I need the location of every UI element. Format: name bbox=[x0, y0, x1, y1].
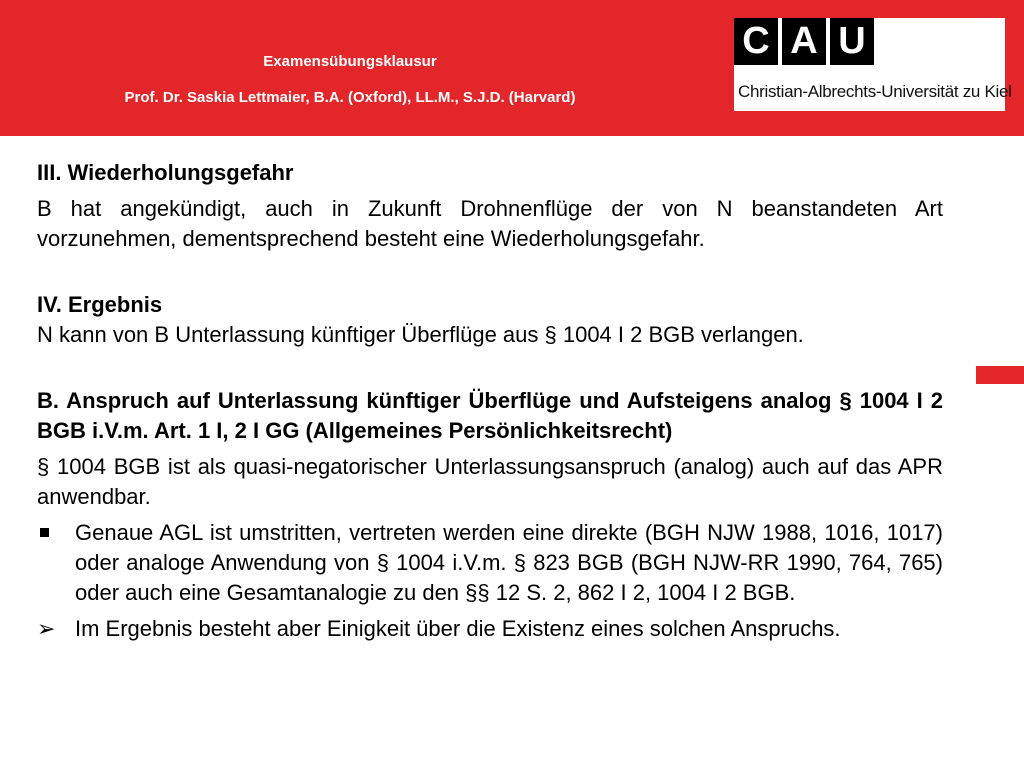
section-text-b: § 1004 BGB ist als quasi-negatorischer Unterlassungsanspruch (analog) auch auf das APR anwendbar. bbox=[37, 454, 943, 509]
section-heading-iii: III. Wiederholungsgefahr bbox=[37, 160, 294, 185]
university-logo bbox=[734, 18, 1012, 111]
logo-letter-u: U bbox=[830, 18, 874, 65]
logo-letter-a: A bbox=[782, 18, 826, 65]
bullet-text: Genaue AGL ist umstritten, vertreten werden eine direkte (BGH NJW 1988, 1016, 1017) oder analoge Anwendung von § 1004 i.V.m. § 823 BGB (BGH NJW-RR 1990, 764, 765) oder auch eine Gesamtanalogie zu den §§ 12 S. 2, 862 I 2, 1004 I 2 BGB. bbox=[75, 520, 943, 605]
slide-content bbox=[37, 158, 943, 644]
university-name: Christian-Albrechts-Universität zu Kiel bbox=[738, 82, 1012, 101]
section-heading-b: B. Anspruch auf Unterlassung künftiger Überflüge und Aufsteigens analog § 1004 I 2 BGB i.V.m. Art. 1 I, 2 I GG (Allgemeines Persönlichkeitsrecht) bbox=[37, 388, 943, 443]
bullet-text: Im Ergebnis besteht aber Einigkeit über die Existenz eines solchen Anspruchs. bbox=[75, 616, 841, 641]
header-bar bbox=[0, 0, 1024, 136]
lecturer-name: Prof. Dr. Saskia Lettmaier, B.A. (Oxford), LL.M., S.J.D. (Harvard) bbox=[124, 89, 576, 106]
list-item bbox=[37, 518, 943, 608]
logo-letter-c: C bbox=[734, 18, 778, 65]
section-text-iv: N kann von B Unterlassung künftiger Überflüge aus § 1004 I 2 BGB verlangen. bbox=[37, 322, 804, 347]
section-text-iii: B hat angekündigt, auch in Zukunft Drohnenflüge der von N beanstandeten Art vorzunehmen, dementsprechend besteht eine Wiederholungsgefahr. bbox=[37, 196, 943, 251]
arrow-bullet-icon: ➢ bbox=[37, 616, 56, 641]
header-text bbox=[0, 44, 700, 116]
logo-separator bbox=[779, 18, 781, 65]
section-heading-iv: IV. Ergebnis bbox=[37, 292, 163, 317]
logo-separator bbox=[827, 18, 829, 65]
logo-letters bbox=[734, 18, 875, 65]
side-accent-mark bbox=[976, 366, 1024, 384]
square-bullet-icon bbox=[37, 518, 67, 548]
course-title: Examensübungsklausur bbox=[263, 53, 437, 70]
list-item bbox=[37, 614, 943, 644]
